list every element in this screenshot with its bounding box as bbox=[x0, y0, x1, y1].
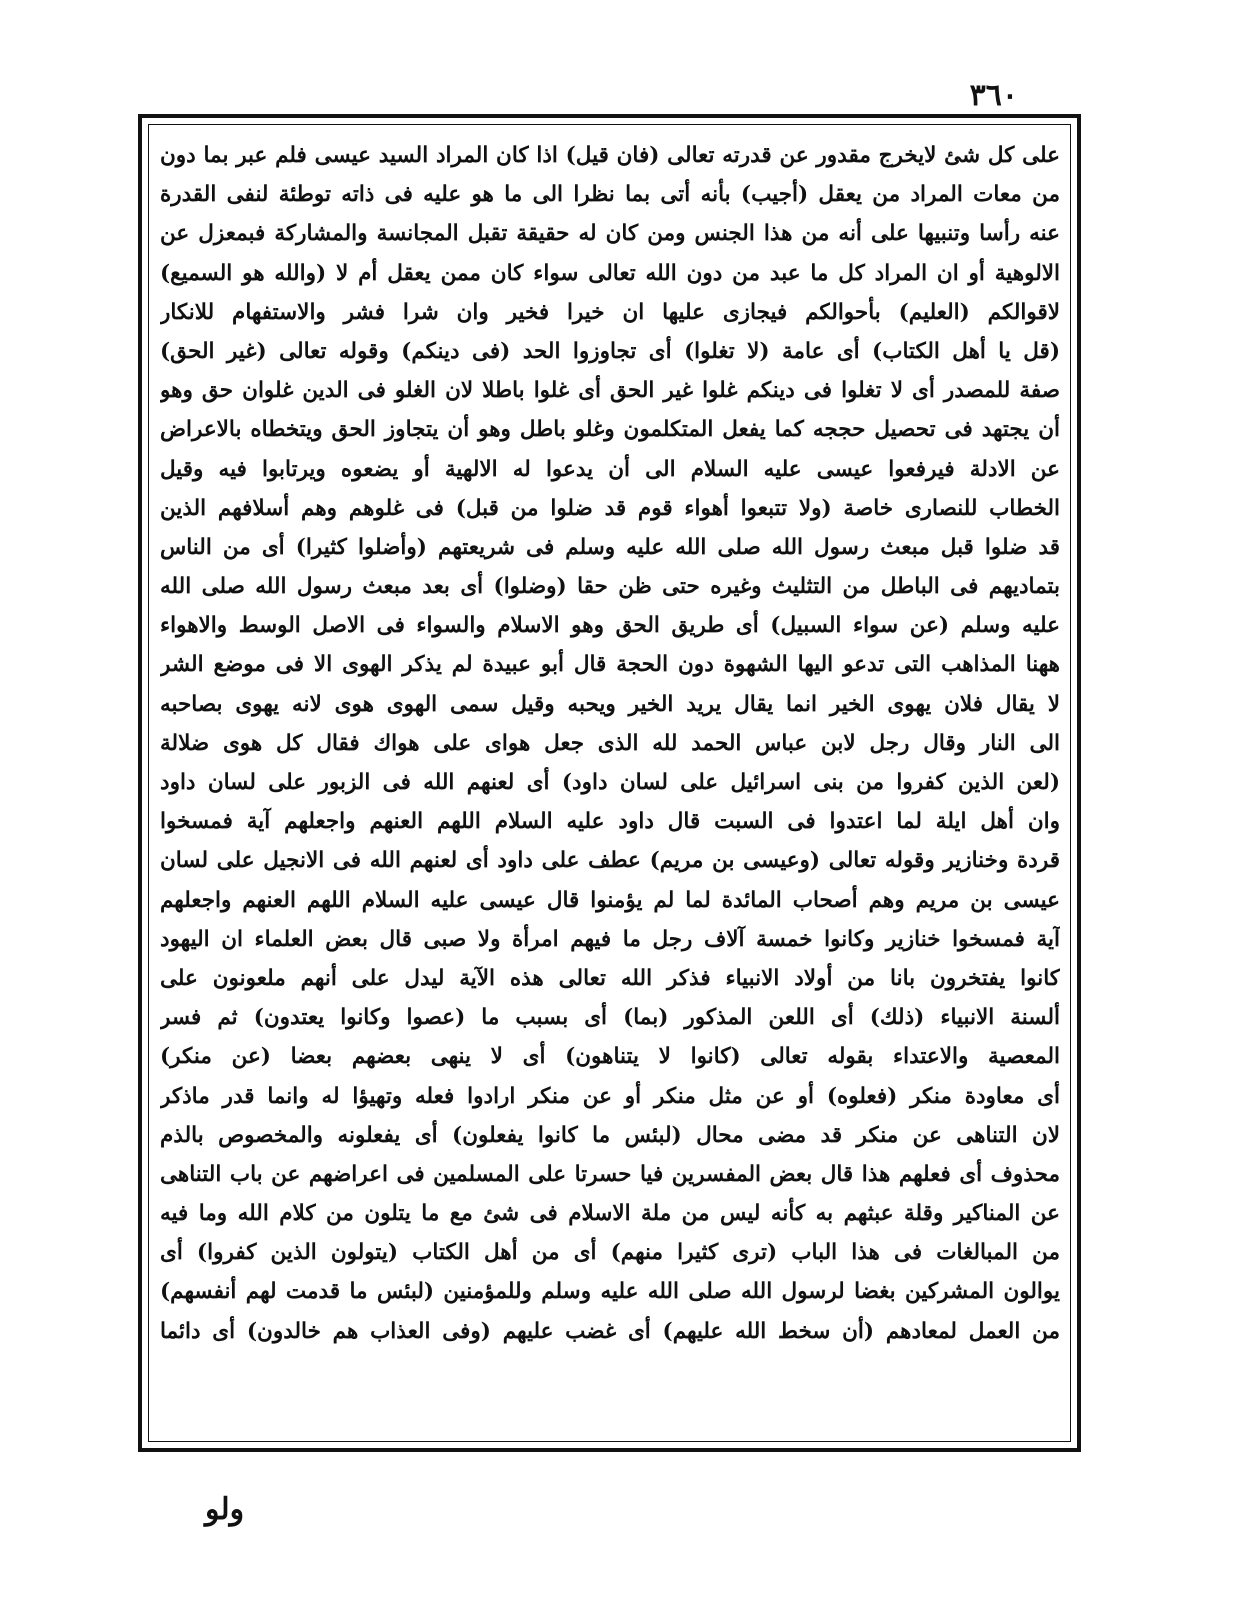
page-number: ٣٦٠ bbox=[969, 78, 1018, 113]
text-line-9: عن الادلة فيرفعوا عيسى عليه السلام الى أن يدعوا له الالهية أو يضعوه ويرتابوا فيه وقيل bbox=[160, 456, 1060, 482]
text-line-23: ألسنة الانبياء (ذلك) أى اللعن المذكور (بما) أى بسبب ما (عصوا وكانوا يعتدون) ثم فسر bbox=[160, 1005, 1060, 1031]
text-line-1: على كل شئ لايخرج مقدور عن قدرته تعالى (فان قيل) اذا كان المراد السيد عيسى فلم عبر بما دون bbox=[160, 143, 1060, 168]
text-line-32 bbox=[160, 1351, 1060, 1390]
text-line-8: أن يجتهد فى تحصيل حججه كما يفعل المتكلمون وغلو باطل وهو أن يتجاوز الحق ويتخطاه بالاعراض bbox=[160, 417, 1060, 443]
text-line-20: عيسى بن مريم وهم أصحاب المائدة لما لم يؤمنوا قال عيسى عليه السلام اللهم العنهم واجعلهم bbox=[160, 887, 1060, 913]
text-line-31: من العمل لمعادهم (أن سخط الله عليهم) أى غضب عليهم (وفى العذاب هم خالدون) أى دائما bbox=[160, 1318, 1060, 1344]
text-line-7: صفة للمصدر أى لا تغلوا فى دينكم غلوا غير الحق أى غلوا باطلا لان الغلو فى الدين غلوان حق وهو bbox=[160, 378, 1060, 404]
text-line-24: المعصية والاعتداء بقوله تعالى (كانوا لا يتناهون) أى لا ينهى بعضهم بعضا (عن منكر) bbox=[160, 1044, 1060, 1070]
text-line-25: أى معاودة منكر (فعلوه) أو عن مثل منكر أو عن منكر ارادوا فعله وتهيؤا له وانما قدر ماذكر bbox=[160, 1083, 1060, 1109]
text-line-30: يوالون المشركين بغضا لرسول الله صلى الله عليه وسلم وللمؤمنين (لبئس ما قدمت لهم أنفسهم) bbox=[160, 1279, 1060, 1305]
text-line-4: الالوهية أو ان المراد كل ما عبد من دون الله تعالى سواء كان ممن يعقل أم لا (والله هو السميع) bbox=[160, 260, 1060, 286]
text-line-22: كانوا يفتخرون بانا من أولاد الانبياء فذكر الله تعالى هذه الآية ليدل على أنهم ملعونون على bbox=[160, 965, 1060, 991]
main-text-block bbox=[160, 136, 1060, 1436]
text-line-26: لان التناهى عن منكر قد مضى محال (لبئس ما كانوا يفعلون) أى يفعلونه والمخصوص بالذم bbox=[160, 1122, 1060, 1148]
text-line-15: لا يقال فلان يهوى الخير انما يقال يريد الخير ويحبه وقيل سمى الهوى هوى لانه يهوى بصاحبه bbox=[160, 691, 1060, 717]
text-line-10: الخطاب للنصارى خاصة (ولا تتبعوا أهواء قوم قد ضلوا من قبل) فى غلوهم وهم أسلافهم الذين bbox=[160, 495, 1060, 521]
text-line-5: لاقوالكم (العليم) بأحوالكم فيجازى عليها ان خيرا فخير وان شرا فشر والاستفهام للانكار bbox=[160, 299, 1060, 325]
text-line-3: عنه رأسا وتنبيها على أنه من هذا الجنس ومن كان له حقيقة تقبل المجانسة والمشاركة فبمعزل عن bbox=[160, 221, 1060, 247]
text-line-16: الى النار وقال رجل لابن عباس الحمد لله الذى جعل هواى على هواك فقال كل هوى ضلالة bbox=[160, 730, 1060, 756]
catchword: ولو bbox=[205, 1492, 245, 1527]
text-line-6: (قل يا أهل الكتاب) أى عامة (لا تغلوا) أى تجاوزوا الحد (فى دينكم) وقوله تعالى (غير الحق) bbox=[160, 338, 1060, 364]
text-line-33 bbox=[160, 1390, 1060, 1429]
text-line-14: ههنا المذاهب التى تدعو اليها الشهوة دون الحجة قال أبو عبيدة لم يذكر الهوى الا فى موضع الشر bbox=[160, 652, 1060, 678]
text-line-17: (لعن الذين كفروا من بنى اسرائيل على لسان داود) أى لعنهم الله فى الزبور على لسان داود bbox=[160, 770, 1060, 795]
text-line-13: عليه وسلم (عن سواء السبيل) أى طريق الحق وهو الاسلام والسواء فى الاصل الوسط والاهواء bbox=[160, 613, 1060, 639]
text-line-18: وان أهل ايلة لما اعتدوا فى السبت قال داود عليه السلام اللهم العنهم واجعلهم آية فمسخوا bbox=[160, 809, 1060, 835]
text-line-11: قد ضلوا قبل مبعث رسول الله صلى الله عليه وسلم فى شريعتهم (وأضلوا كثيرا) أى من الناس bbox=[160, 534, 1060, 560]
text-line-19: قردة وخنازير وقوله تعالى (وعيسى بن مريم) عطف على داود أى لعنهم الله فى الانجيل على لسان bbox=[160, 848, 1060, 874]
text-line-2: من معات المراد من يعقل (أجيب) بأنه أتى بما نظرا الى ما هو عليه فى ذاته توطئة لنفى القدرة bbox=[160, 182, 1060, 208]
text-line-12: بتماديهم فى الباطل من التثليث وغيره حتى ظن حقا (وضلوا) أى بعد مبعث رسول الله صلى الله bbox=[160, 574, 1060, 600]
text-line-21: آية فمسخوا خنازير وكانوا خمسة آلاف رجل ما فيهم امرأة ولا صبى قال بعض العلماء ان اليهود bbox=[160, 926, 1060, 952]
text-line-28: عن المناكير وقلة عبثهم به كأنه ليس من ملة الاسلام فى شئ مع ما يتلون من كلام الله وما فيه bbox=[160, 1201, 1060, 1227]
text-line-27: محذوف أى فعلهم هذا قال بعض المفسرين فيا حسرتا على المسلمين فى اعراضهم عن باب التناهى bbox=[160, 1161, 1060, 1187]
text-line-29: من المبالغات فى هذا الباب (ترى كثيرا منهم) أى من أهل الكتاب (يتولون الذين كفروا) أى bbox=[160, 1240, 1060, 1266]
